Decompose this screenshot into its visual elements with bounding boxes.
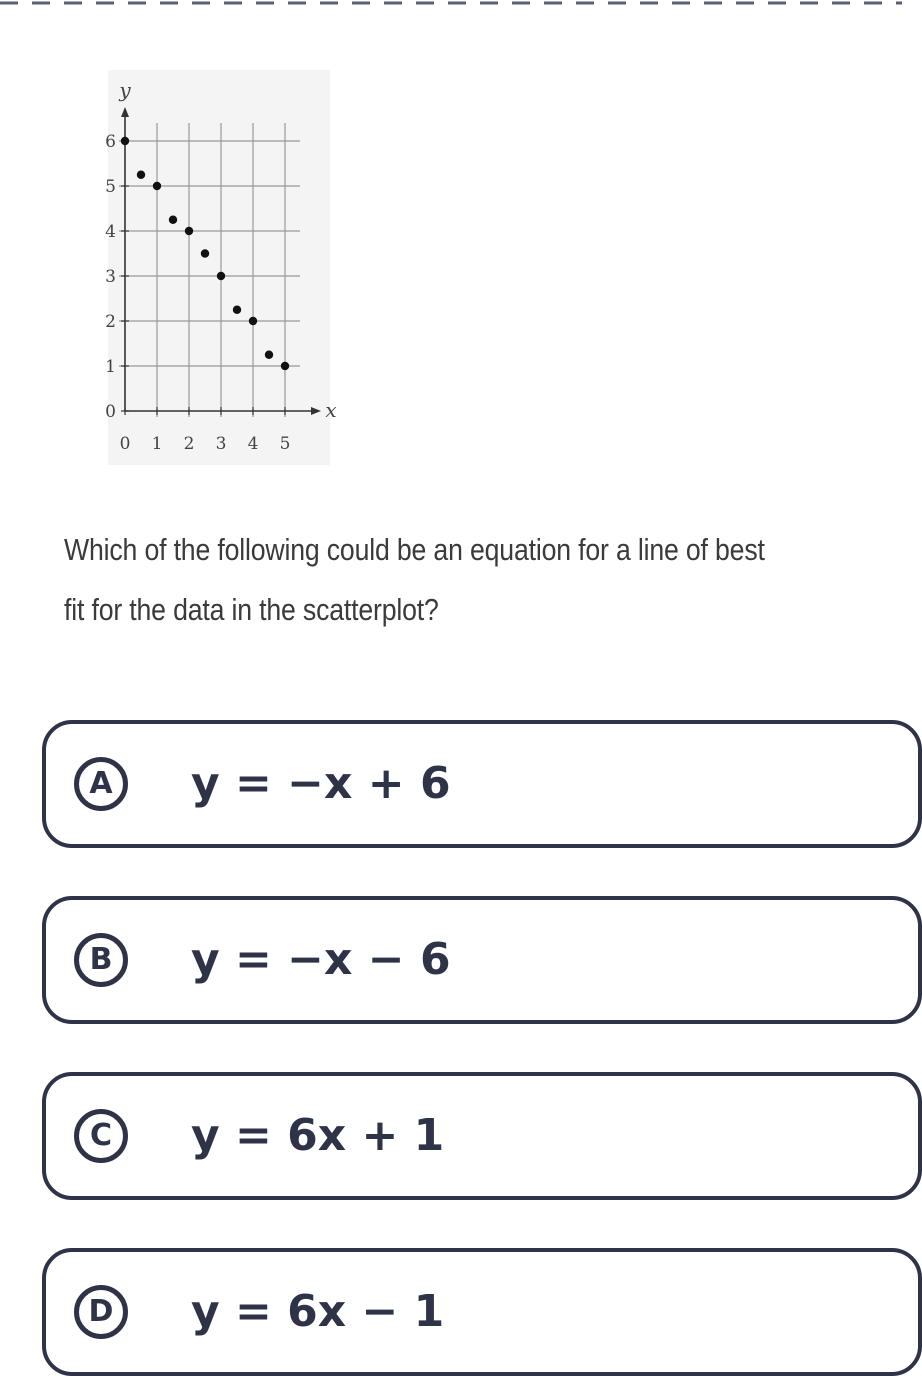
choice-a-letter-badge: A	[74, 757, 128, 811]
choice-a-equation: y = −x + 6	[191, 758, 451, 809]
y-tick-label-5: 5	[105, 177, 116, 197]
choice-b-equation: y = −x − 6	[191, 934, 451, 985]
y-axis-label: y	[119, 78, 131, 102]
choice-d[interactable]	[42, 1248, 922, 1376]
choice-d-letter-badge: D	[74, 1285, 128, 1339]
x-tick-label-5: 5	[279, 434, 291, 454]
x-tick-label-0: 0	[119, 434, 131, 454]
y-tick-label-0: 0	[105, 402, 116, 422]
choice-c[interactable]	[42, 1072, 922, 1200]
choice-b[interactable]	[42, 896, 922, 1024]
y-tick-label-1: 1	[105, 357, 116, 377]
x-tick-label-4: 4	[247, 434, 259, 454]
choice-b-letter-badge: B	[74, 933, 128, 987]
y-tick-label-2: 2	[105, 312, 116, 332]
y-tick-label-6: 6	[105, 132, 116, 152]
choice-d-equation: y = 6x − 1	[191, 1286, 445, 1337]
x-tick-label-1: 1	[151, 434, 163, 454]
choice-a[interactable]	[42, 720, 922, 848]
question-text: Which of the following could be an equation for a line of best fit for the data in the scatterplot?	[64, 532, 765, 627]
choice-c-letter-badge: C	[74, 1109, 128, 1163]
x-tick-label-3: 3	[215, 434, 227, 454]
choice-c-equation: y = 6x + 1	[191, 1110, 445, 1161]
y-tick-label-3: 3	[105, 267, 116, 287]
x-axis-label: x	[325, 398, 337, 422]
y-tick-label-4: 4	[105, 222, 116, 242]
x-tick-label-2: 2	[183, 434, 195, 454]
